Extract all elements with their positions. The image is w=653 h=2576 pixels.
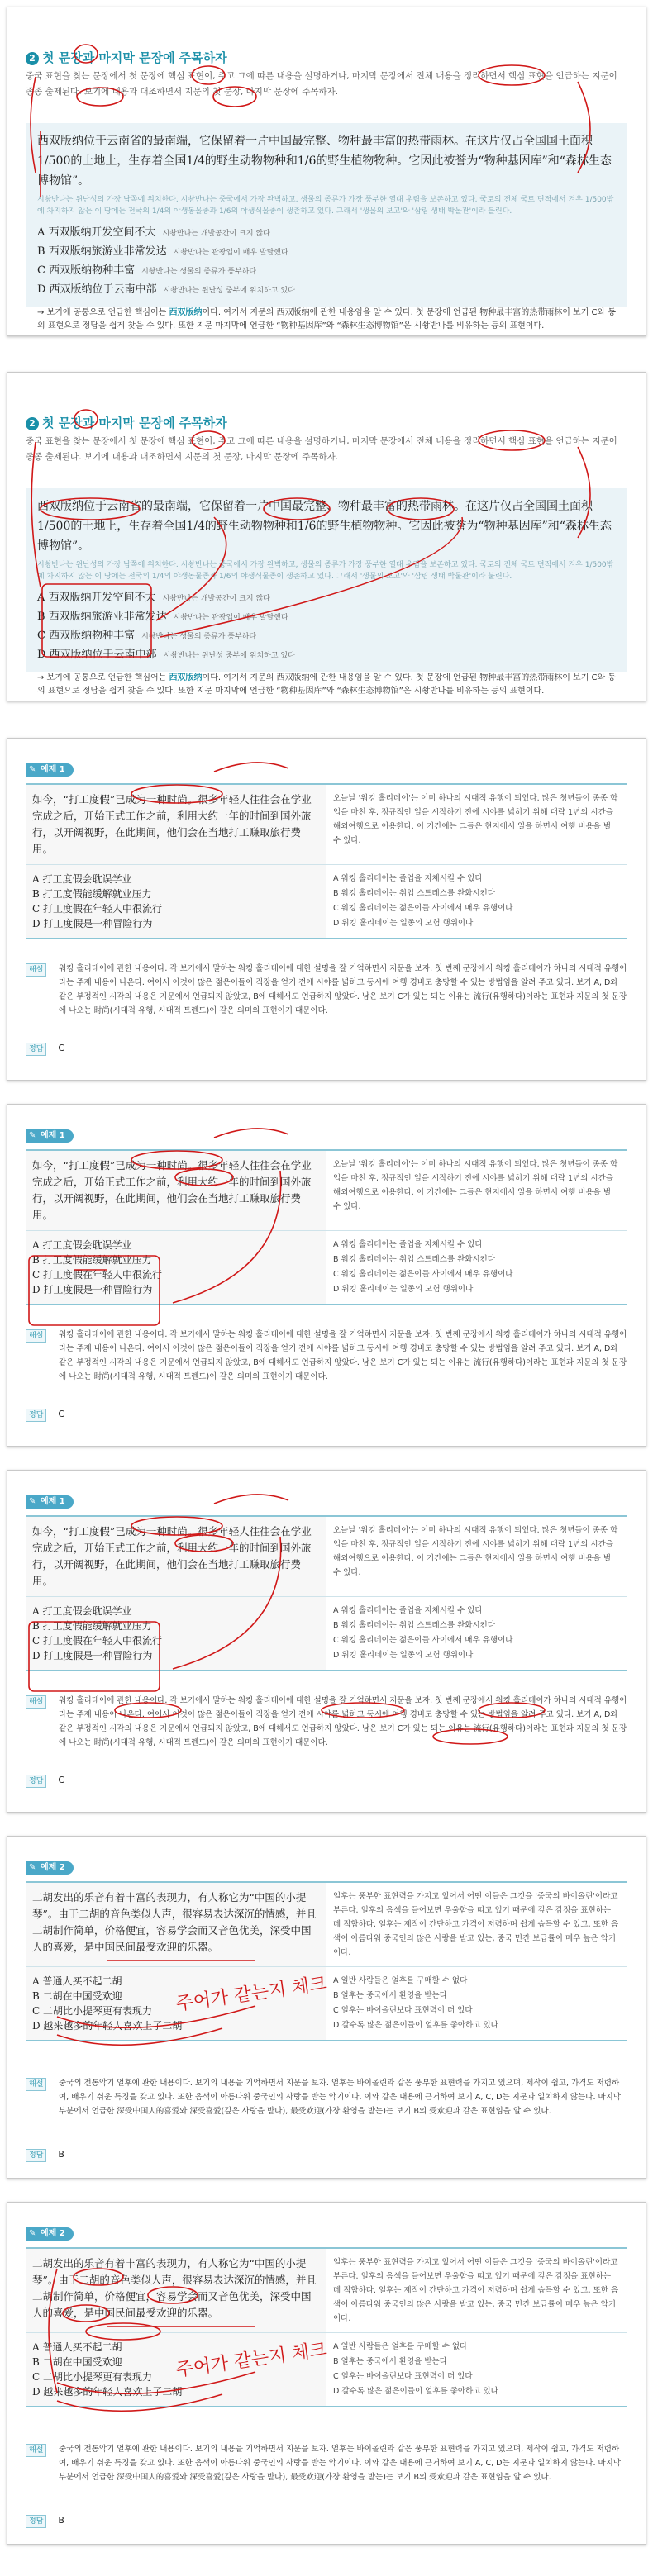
option-b: B 二胡在中国受欢迎 (32, 1990, 122, 2002)
option-b-kr: B 얼후는 중국에서 환영을 받는다 (333, 1991, 447, 2000)
korean-translation: 시솽반나는 윈난성의 가장 남쪽에 위치한다. 시솽반나는 중국에서 가장 완벽하고, 생물의 종류가 가장 풍부한 열대 우림을 보존하고 있다. 국토의 전체 국토 면적에서 겨우 1/500밖에 차지하지 않는 이 땅에는 전국의 1/4의 야생동물종과 1/6의 야생식물종이 생존하고 있다. 그래서 '생물의 보고'와 '삼림 생태 박물관'이라 불린다. (37, 196, 614, 216)
option-d-kr: D 워킹 홀리데이는 일종의 모험 행위이다 (333, 919, 474, 928)
option-d-kr: D 갈수록 많은 젊은이들이 얼후를 좋아하고 있다 (333, 2387, 498, 2396)
chinese-passage: 二胡发出的乐音有着丰富的表现力，有人称它为“中国的小提琴”。由于二胡的音色类似人声，很容易表达深沉的情感，并且二胡制作简单，价格便宜，容易学会而又音色优美，深受中国人的喜爱，是中国民间最受欢迎的乐器。 (32, 2257, 317, 2319)
answer-value: C (58, 1409, 65, 1419)
section-title (26, 49, 227, 66)
section-number: 2 (26, 417, 39, 430)
explanation-note: → 보기에 공통으로 언급한 핵심어는 西双版纳이다. 여기서 지문의 西双版纳에 관한 내용임을 알 수 있다. 첫 문장에 언급된 物种最丰富的热带雨林이 보기 C와 동의 표현으로 정답을 쉽게 찾을 수 있다. 또한 지문 마지막에 언급한 “物种基因库”와 “森林生态博物馆”은 시솽반나를 비유하는 등의 표현이다. (37, 673, 617, 696)
chinese-passage: 如今，“打工度假”已成为一种时尚。很多年轻人往往会在学业完成之后，开始正式工作之前，利用大约一年的时间到国外旅行，以开阔视野，在此期间，他们会在当地打工赚取旅行费用。 (32, 1525, 312, 1587)
answer-value: C (58, 1043, 65, 1053)
option-b-kr: B 얼후는 중국에서 환영을 받는다 (333, 2357, 447, 2366)
option-a: A 西双版纳开发空间不大 시솽반나는 개발공간이 크지 않다 (37, 592, 270, 604)
option-b: B 打工度假能缓解就业压力 (32, 888, 152, 900)
option-d: D 西双版纳位于云南中部 시솽반나는 윈난성 중부에 위치하고 있다 (37, 283, 295, 296)
example1-page-2 (7, 1104, 646, 1447)
chinese-passage: 如今，“打工度假”已成为一种时尚。很多年轻人往往会在学业完成之后，开始正式工作之前，利用大约一年的时间到国外旅行，以开阔视野，在此期间，他们会在当地打工赚取旅行费用。 (32, 793, 312, 855)
option-a-kr: A 워킹 홀리데이는 즐업을 지체시킬 수 있다 (333, 874, 483, 883)
korean-translation: 얼후는 풍부한 표현력을 가지고 있어서 어떤 이들은 그것을 '중국의 바이올린'이라고 부른다. 얼후의 음색을 들어보면 우울함을 띠고 있기 때문에 깊은 감정을 표현하는 데 적합하다. 얼후는 제작이 간단하고 가격이 저렴하며 쉽게 습득할 수 있고, 또한 음색이 아름다워 중국인의 많은 사랑을 받고 있는, 중국 민간 보급률이 매우 높은 악기이다. (333, 2258, 619, 2323)
section-title-text: 첫 문장과 마지막 문장에 주목하자 (42, 416, 227, 430)
example-tag: ✎ 예제 2 (26, 1861, 74, 1875)
option-b-kr: B 워킹 홀리데이는 취업 스트레스를 완화시킨다 (333, 1621, 495, 1630)
option-c: C 打工度假在年轻人中很流行 (32, 1269, 162, 1281)
passage-row (26, 2249, 627, 2333)
explanation-text: 중국의 전통악기 얼후에 관한 내용이다. 보기의 내용을 기억하면서 지문을 보자. 얼후는 바이올린과 같은 풍부한 표현력을 가지고 있으며, 제작이 쉽고, 가격도 저렴하여, 배우기 쉬운 특징을 갖고 있다. 또한 음색이 아름다워 중국인의 사랑을 받는 악기이다. 이와 같은 내용에 근거하여 보기 A, C, D는 지문과 일치하지 않는다. 마지막 부분에서 언급한 深受中国人的喜爱와 深受喜爱(깊은 사랑을 받다), 最受欢迎(가장 환영을 받는)는 보기 B의 受欢迎과 같은 표현임을 알 수 있다. (59, 2445, 622, 2482)
option-d: D 打工度假是一种冒险行为 (32, 918, 153, 929)
option-b: B 西双版纳旅游业非常发达 시솽반나는 관광업이 매우 발달했다 (37, 611, 288, 623)
answer (26, 2149, 64, 2162)
pencil-icon: ✎ (29, 1497, 36, 1506)
answer-value: C (58, 1775, 65, 1785)
example-table (26, 783, 627, 939)
chinese-passage: 如今，“打工度假”已成为一种时尚。很多年轻人往往会在学业完成之后，开始正式工作之前，利用大约一年的时间到国外旅行，以开阔视野，在此期间，他们会在当地打工赚取旅行费用。 (32, 1159, 312, 1221)
option-c-kr: C 워킹 홀리데이는 젊은이들 사이에서 매우 유행이다 (333, 1636, 513, 1645)
option-c: C 西双版纳物种丰富 시솽반나는 생물의 종류가 풍부하다 (37, 630, 257, 642)
explanation-label: 해설 (26, 2078, 46, 2091)
explanation-label: 해설 (26, 1695, 46, 1709)
answer-label: 정답 (26, 1775, 46, 1788)
option-b: B 打工度假能缓解就业压力 (32, 1254, 152, 1266)
example-tag: ✎ 예제 2 (26, 2227, 74, 2241)
explanation-label: 해설 (26, 2444, 46, 2457)
example-tag: ✎ 예제 1 (26, 763, 74, 777)
option-b: B 西双版纳旅游业非常发达 시솽반나는 관광업이 매우 발달했다 (37, 245, 288, 258)
option-a: A 打工度假会耽误学业 (32, 1605, 132, 1617)
option-c: C 打工度假在年轻人中很流行 (32, 903, 162, 915)
option-a-kr: A 일반 사람들은 얼후를 구매할 수 없다 (333, 1976, 468, 1985)
option-b-kr: B 워킹 홀리데이는 취업 스트레스를 완화시킨다 (333, 889, 495, 898)
example-table (26, 2247, 627, 2407)
option-d: D 西双版纳位于云南中部 시솽반나는 윈난성 중부에 위치하고 있다 (37, 649, 295, 661)
chinese-passage: 西双版纳位于云南省的最南端，它保留着一片中国最完整、物种最丰富的热带雨林。在这片仅占全国国土面积1/500的土地上，生存着全国1/4的野生动物物种和1/6的野生植物物种。它因此被誉为“物种基因库”和“森林生态博物馆”。 (37, 500, 612, 553)
pencil-icon: ✎ (29, 1863, 36, 1872)
explanation (26, 2076, 627, 2118)
option-b: B 打工度假能缓解就业压力 (32, 1620, 152, 1632)
answer (26, 2515, 64, 2528)
chinese-passage: 二胡发出的乐音有着丰富的表现力，有人称它为“中国的小提琴”。由于二胡的音色类似人声，很容易表达深沉的情感，并且二胡制作简单，价格便宜，容易学会而又音色优美，深受中国人的喜爱，是中国民间最受欢迎的乐器。 (32, 1891, 317, 1953)
korean-translation: 오늘날 '워킹 홀리데이'는 이미 하나의 시대적 유행이 되었다. 많은 청년들이 종종 학업을 마친 후, 정규적인 일을 시작하기 전에 시야를 넓히기 위해 대략 1년의 시간을 해외여행으로 이용한다. 이 기간에는 그들은 현지에서 일을 하면서 여행 비용을 벌 수 있다. (333, 1526, 618, 1577)
option-c: C 打工度假在年轻人中很流行 (32, 1635, 162, 1647)
option-c-kr: C 얼후는 바이올린보다 표현력이 더 있다 (333, 2372, 473, 2381)
option-c-kr: C 워킹 홀리데이는 젊은이들 사이에서 매우 유행이다 (333, 1270, 513, 1279)
explanation (26, 2442, 627, 2484)
section-number: 2 (26, 52, 39, 65)
option-c: C 二胡比小提琴更有表现力 (32, 2005, 152, 2017)
example-table (26, 1149, 627, 1305)
answer-label: 정답 (26, 2515, 46, 2528)
option-d: D 越来越多的年轻人喜欢上了二胡 (32, 2020, 183, 2032)
example-box (26, 488, 627, 696)
example1-page-1 (7, 738, 646, 1081)
example-table (26, 1515, 627, 1671)
handwritten-note: 주어가 같는지 체크 (174, 2339, 329, 2381)
option-a: A 普通人买不起二胡 (32, 2341, 122, 2353)
option-c: C 西双版纳物种丰富 시솽반나는 생물의 종류가 풍부하다 (37, 264, 257, 277)
option-d: D 越来越多的年轻人喜欢上了二胡 (32, 2386, 183, 2398)
options-row (26, 865, 627, 938)
explanation-text: 워킹 홀리데이에 관한 내용이다. 각 보기에서 말하는 워킹 홀리데이에 대한 설명을 잘 기억하면서 지문을 보자. 첫 번째 문장에서 워킹 홀리데이가 하나의 시대적 유행이라는 주제 내용이 나온다. 여어서 이것이 많은 젊은이들이 직장을 얻기 전에 시야를 넓히고 동시에 여행 경비도 충당할 수 있는 방법임을 알려 주고 있다. 보기 A, D와 같은 부정적인 시각의 내용은 지문에서 언급되지 않았고, B에 대해서도 언급하지 않았다. 남은 보기 C가 있는 되는 이유는 流行(유행하다)이라는 표현과 지문의 첫 문장에 나오는 时尚(시대적 유행, 시대적 트렌드)이 같은 의미의 표현이기 때문이다. (59, 1696, 627, 1747)
chinese-passage: 西双版纳位于云南省的最南端，它保留着一片中国最完整、物种最丰富的热带雨林。在这片仅占全国国土面积1/500的土地上，生存着全国1/4的野生动物物种和1/6的野生植物物种。它因此被誉为“物种基因库”和“森林生态博物馆”。 (37, 135, 612, 188)
answer (26, 1043, 64, 1056)
option-b-kr: B 워킹 홀리데이는 취업 스트레스를 완화시킨다 (333, 1255, 495, 1264)
answer-label: 정답 (26, 1043, 46, 1056)
option-a: A 西双版纳开发空间不大 시솽반나는 개발공간이 크지 않다 (37, 226, 270, 239)
option-a-kr: A 워킹 홀리데이는 즐업을 지체시킬 수 있다 (333, 1240, 483, 1249)
section-title (26, 414, 227, 431)
pencil-icon: ✎ (29, 765, 36, 774)
explanation-text: 중국의 전통악기 얼후에 관한 내용이다. 보기의 내용을 기억하면서 지문을 보자. 얼후는 바이올린과 같은 풍부한 표현력을 가지고 있으며, 제작이 쉽고, 가격도 저렴하여, 배우기 쉬운 특징을 갖고 있다. 또한 음색이 아름다워 중국인의 사랑을 받는 악기이다. 이와 같은 내용에 근거하여 보기 A, C, D는 지문과 일치하지 않는다. 마지막 부분에서 언급한 深受中国人的喜爱와 深受喜爱(깊은 사랑을 받다), 最受欢迎(가장 환영을 받는)는 보기 B의 受欢迎과 같은 표현임을 알 수 있다. (59, 2079, 622, 2116)
passage-row (26, 1883, 627, 1967)
option-d-kr: D 워킹 홀리데이는 일종의 모험 행위이다 (333, 1285, 474, 1294)
answer-label: 정답 (26, 1409, 46, 1422)
example1-page-3 (7, 1470, 646, 1813)
passage-row (26, 785, 627, 865)
concept-page-1 (7, 7, 646, 336)
option-a: A 打工度假会耽误学业 (32, 1239, 132, 1251)
option-d-kr: D 갈수록 많은 젊은이들이 얼후를 좋아하고 있다 (333, 2021, 498, 2030)
option-d: D 打工度假是一种冒险行为 (32, 1650, 153, 1661)
korean-translation: 얼후는 풍부한 표현력을 가지고 있어서 어떤 이들은 그것을 '중국의 바이올린'이라고 부른다. 얼후의 음색을 들어보면 우울함을 띠고 있기 때문에 깊은 감정을 표현하는 데 적합하다. 얼후는 제작이 간단하고 가격이 저렴하며 쉽게 습득할 수 있고, 또한 음색이 아름다워 중국인의 많은 사랑을 받고 있는, 중국 민간 보급률이 매우 높은 악기이다. (333, 1892, 619, 1957)
example2-page-1 (7, 1836, 646, 2179)
options-row (26, 1231, 627, 1304)
explanation-label: 해설 (26, 963, 46, 977)
korean-translation: 시솽반나는 윈난성의 가장 남쪽에 위치한다. 시솽반나는 중국에서 가장 완벽하고, 생물의 종류가 가장 풍부한 열대 우림을 보존하고 있다. 국토의 전체 국토 면적에서 겨우 1/500밖에 차지하지 않는 이 땅에는 전국의 1/4의 야생동물종과 1/6의 야생식물종이 생존하고 있다. 그래서 '생물의 보고'와 '삼림 생태 박물관'이라 불린다. (37, 561, 614, 581)
options-row (26, 1597, 627, 1670)
explanation (26, 1328, 627, 1384)
options-row (26, 1967, 627, 2040)
option-d: D 打工度假是一种冒险行为 (32, 1284, 153, 1295)
section-intro: 중국 표현을 찾는 문장에서 첫 문장에 핵심 표현이, 주고 그에 따른 내용을 설명하거나, 마지막 문장에서 전체 내용을 정리하면서 핵심 표현을 언급하는 지문이 종종 출제된다. 보기에 내용과 대조하면서 지문의 첫 문장, 마지막 문장에 주목하자. (26, 436, 617, 462)
options-row (26, 2333, 627, 2406)
passage-row (26, 1151, 627, 1231)
korean-translation: 오늘날 '워킹 홀리데이'는 이미 하나의 시대적 유행이 되었다. 많은 청년들이 종종 학업을 마친 후, 정규적인 일을 시작하기 전에 시야를 넓히기 위해 대략 1년의 시간을 해외여행으로 이용한다. 이 기간에는 그들은 현지에서 일을 하면서 여행 비용을 벌 수 있다. (333, 1160, 618, 1211)
option-a: A 打工度假会耽误学业 (32, 873, 132, 885)
explanation-note: → 보기에 공통으로 언급한 핵심어는 西双版纳이다. 여기서 지문의 西双版纳에 관한 내용임을 알 수 있다. 첫 문장에 언급된 物种最丰富的热带雨林이 보기 C와 동의 표현으로 정답을 쉽게 찾을 수 있다. 또한 지문 마지막에 언급한 “物种基因库”와 “森林生态博物馆”은 시솽반나를 비유하는 등의 표현이다. (37, 308, 617, 330)
section-title-text: 첫 문장과 마지막 문장에 주목하자 (42, 50, 227, 65)
answer-label: 정답 (26, 2149, 46, 2162)
pencil-icon: ✎ (29, 1131, 36, 1140)
example-tag: ✎ 예제 1 (26, 1495, 74, 1509)
answer-value: B (58, 2515, 64, 2526)
explanation-label: 해설 (26, 1329, 46, 1343)
example2-page-2 (7, 2202, 646, 2545)
option-a: A 普通人买不起二胡 (32, 1975, 122, 1987)
korean-translation: 오늘날 '워킹 홀리데이'는 이미 하나의 시대적 유행이 되었다. 많은 청년들이 종종 학업을 마친 후, 정규적인 일을 시작하기 전에 시야를 넓히기 위해 대략 1년의 시간을 해외여행으로 이용한다. 이 기간에는 그들은 현지에서 일을 하면서 여행 비용을 벌 수 있다. (333, 794, 618, 845)
option-a-kr: A 워킹 홀리데이는 즐업을 지체시킬 수 있다 (333, 1606, 483, 1615)
option-d-kr: D 워킹 홀리데이는 일종의 모험 행위이다 (333, 1651, 474, 1660)
example-table (26, 1881, 627, 2041)
option-c-kr: C 얼후는 바이올린보다 표현력이 더 있다 (333, 2006, 473, 2015)
explanation-text: 워킹 홀리데이에 관한 내용이다. 각 보기에서 말하는 워킹 홀리데이에 대한 설명을 잘 기억하면서 지문을 보자. 첫 번째 문장에서 워킹 홀리데이가 하나의 시대적 유행이라는 주제 내용이 나온다. 여어서 이것이 많은 젊은이들이 직장을 얻기 전에 시야를 넓히고 동시에 여행 경비도 충당할 수 있는 방법임을 알려 주고 있다. 보기 A, D와 같은 부정적인 시각의 내용은 지문에서 언급되지 않았고, B에 대해서도 언급하지 않았다. 남은 보기 C가 있는 되는 이유는 流行(유행하다)이라는 표현과 지문의 첫 문장에 나오는 时尚(시대적 유행, 시대적 트렌드)이 같은 의미의 표현이기 때문이다. (59, 964, 627, 1015)
pencil-icon: ✎ (29, 2229, 36, 2238)
answer (26, 1775, 64, 1788)
passage-row (26, 1517, 627, 1597)
option-b: B 二胡在中国受欢迎 (32, 2356, 122, 2368)
example-tag: ✎ 예제 1 (26, 1129, 74, 1143)
section-intro: 중국 표현을 찾는 문장에서 첫 문장에 핵심 표현이, 주고 그에 따른 내용을 설명하거나, 마지막 문장에서 전체 내용을 정리하면서 핵심 표현을 언급하는 지문이 종종 출제된다. 보기에 내용과 대조하면서 지문의 첫 문장, 마지막 문장에 주목하자. (26, 71, 617, 97)
option-a-kr: A 일반 사람들은 얼후를 구매할 수 없다 (333, 2342, 468, 2351)
example-box (26, 123, 627, 330)
option-c: C 二胡比小提琴更有表现力 (32, 2371, 152, 2383)
answer-value: B (58, 2149, 64, 2160)
concept-page-2 (7, 372, 646, 701)
answer (26, 1409, 64, 1422)
explanation (26, 1694, 627, 1750)
option-c-kr: C 워킹 홀리데이는 젊은이들 사이에서 매우 유행이다 (333, 904, 513, 913)
handwritten-note: 주어가 같는지 체크 (174, 1973, 329, 2015)
explanation-text: 워킹 홀리데이에 관한 내용이다. 각 보기에서 말하는 워킹 홀리데이에 대한 설명을 잘 기억하면서 지문을 보자. 첫 번째 문장에서 워킹 홀리데이가 하나의 시대적 유행이라는 주제 내용이 나온다. 여어서 이것이 많은 젊은이들이 직장을 얻기 전에 시야를 넓히고 동시에 여행 경비도 충당할 수 있는 방법임을 알려 주고 있다. 보기 A, D와 같은 부정적인 시각의 내용은 지문에서 언급되지 않았고, B에 대해서도 언급하지 않았다. 남은 보기 C가 있는 되는 이유는 流行(유행하다)이라는 표현과 지문의 첫 문장에 나오는 时尚(시대적 유행, 시대적 트렌드)이 같은 의미의 표현이기 때문이다. (59, 1330, 627, 1381)
explanation (26, 962, 627, 1018)
